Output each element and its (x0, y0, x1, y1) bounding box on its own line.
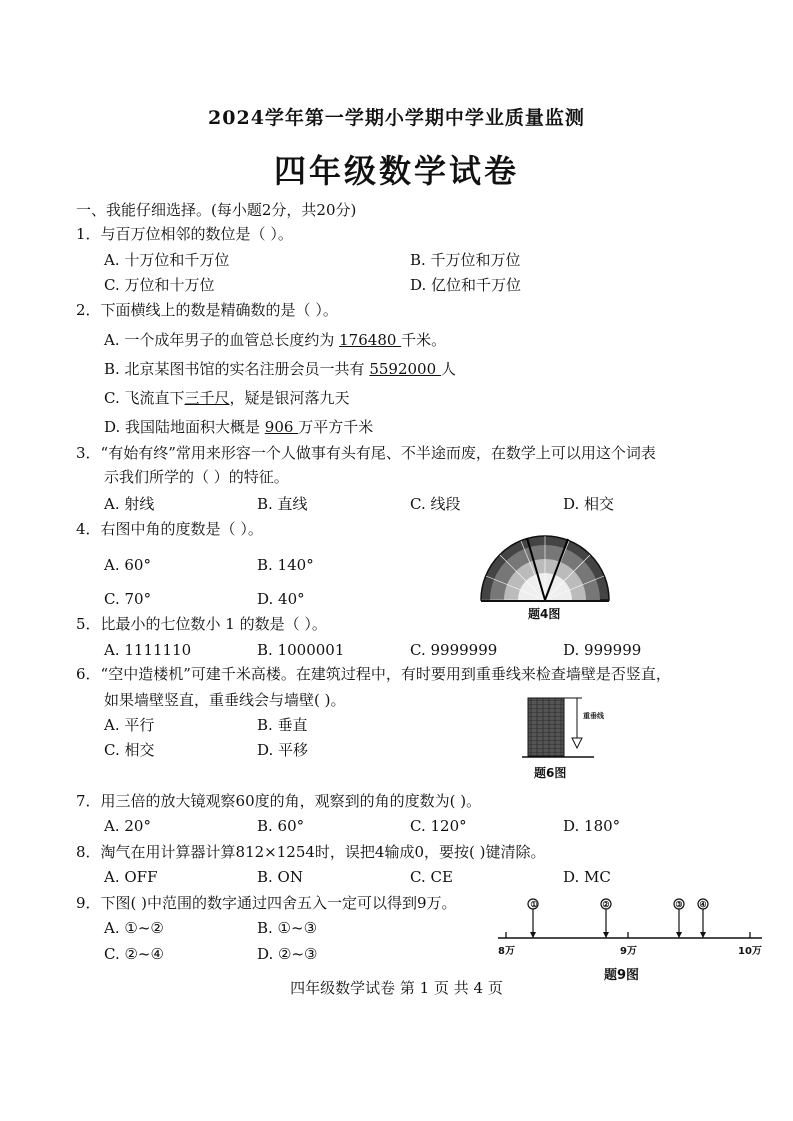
page-title: 2024学年第一学期小学期中学业质量监测 (208, 107, 585, 129)
q1-option-b: B. 千万位和万位 (410, 251, 521, 269)
q4-option-c: C. 70° (104, 590, 152, 608)
tick-label-8wan: 8万 (498, 946, 515, 957)
tick-label-9wan: 9万 (620, 946, 637, 957)
q7-option-d: D. 180° (563, 817, 621, 835)
q3-option-b: B. 直线 (257, 495, 308, 513)
q1-option-a: A. 十万位和千万位 (104, 251, 230, 269)
q5-option-a: A. 1111110 (104, 641, 192, 659)
q5-option-d: D. 999999 (563, 641, 642, 659)
q4-option-d: D. 40° (257, 590, 305, 608)
page-subtitle: 四年级数学试卷 (273, 152, 519, 190)
q9-option-d: D. ②~③ (257, 945, 318, 963)
wall-plumb-figure (522, 696, 594, 760)
q5-option-c: C. 9999999 (410, 641, 498, 659)
q6-option-c: C. 相交 (104, 741, 155, 759)
page-footer: 四年级数学试卷 第 1 页 共 4 页 (290, 979, 503, 997)
q9-option-c: C. ②~④ (104, 945, 164, 963)
plumb-line-label: 重垂线 (583, 712, 604, 720)
q8-option-d: D. MC (563, 868, 611, 886)
marker-label-4: ④ (699, 899, 707, 909)
marker-label-3: ③ (675, 899, 683, 909)
q6-option-a: A. 平行 (104, 716, 155, 734)
q3-option-c: C. 线段 (410, 495, 461, 513)
question-8-stem: 8．淘气在用计算器计算812×1254时，误把4输成0，要按( )键清除。 (76, 843, 546, 861)
q2-option-a: A. 一个成年男子的血管总长度约为 176480 千米。 (104, 331, 447, 349)
q1-option-d: D. 亿位和千万位 (410, 276, 522, 294)
underlined-number: 176480 (339, 331, 402, 349)
q4-option-b: B. 140° (257, 556, 314, 574)
question-9-stem: 9．下图( )中范围的数字通过四舍五入一定可以得到9万。 (76, 894, 457, 912)
q6-option-d: D. 平移 (257, 741, 309, 759)
q6-option-b: B. 垂直 (257, 716, 308, 734)
question-6-stem: 6．“空中造楼机”可建千米高楼。在建筑过程中，有时要用到重垂线来检查墙壁是否竖直， (76, 665, 671, 683)
figure-6-caption: 题6图 (534, 766, 567, 780)
q1-option-c: C. 万位和十万位 (104, 276, 215, 294)
underlined-number: 906 (264, 418, 299, 436)
q2-option-b: B. 北京某图书馆的实名注册会员一共有 5592000 人 (104, 360, 456, 378)
q3-option-d: D. 相交 (563, 495, 615, 513)
q3-option-a: A. 射线 (104, 495, 155, 513)
protractor-figure (478, 528, 612, 604)
underlined-number: 5592000 (369, 360, 441, 378)
question-5-stem: 5．比最小的七位数小 1 的数是（ ）。 (76, 615, 327, 633)
q7-option-b: B. 60° (257, 817, 305, 835)
q5-option-b: B. 1000001 (257, 641, 345, 659)
tick-label-10wan: 10万 (738, 946, 762, 957)
q9-option-b: B. ①~③ (257, 919, 318, 937)
q8-option-b: B. ON (257, 868, 303, 886)
section-heading: 一、我能仔细选择。(每小题2分，共20分) (76, 201, 357, 219)
q8-option-c: C. CE (410, 868, 453, 886)
q2-option-d: D. 我国陆地面积大概是 906 万平方千米 (104, 418, 374, 436)
question-2-stem: 2．下面横线上的数是精确数的是（ ）。 (76, 301, 338, 319)
marker-label-2: ② (602, 899, 610, 909)
question-1-stem: 1．与百万位相邻的数位是（ ）。 (76, 225, 293, 243)
q7-option-c: C. 120° (410, 817, 467, 835)
figure-4-caption: 题4图 (528, 607, 561, 621)
question-6-stem-cont: 如果墙壁竖直，重垂线会与墙壁( )。 (104, 691, 346, 709)
marker-label-1: ① (530, 899, 538, 909)
underlined-number: 三千尺 (184, 389, 230, 407)
q4-option-a: A. 60° (104, 556, 151, 574)
question-3-stem-cont: 示我们所学的（ ）的特征。 (104, 468, 289, 486)
q7-option-a: A. 20° (104, 817, 151, 835)
q9-option-a: A. ①~② (104, 919, 164, 937)
question-7-stem: 7．用三倍的放大镜观察60度的角，观察到的角的度数为( )。 (76, 792, 482, 810)
figure-9-caption: 题9图 (604, 968, 640, 983)
q8-option-a: A. OFF (104, 868, 158, 886)
q2-option-c: C. 飞流直下三千尺，疑是银河落九天 (104, 389, 350, 407)
question-3-stem: 3．“有始有终”常用来形容一个人做事有头有尾、不半途而废，在数学上可以用这个词表 (76, 444, 656, 462)
question-4-stem: 4．右图中角的度数是（ ）。 (76, 520, 263, 538)
